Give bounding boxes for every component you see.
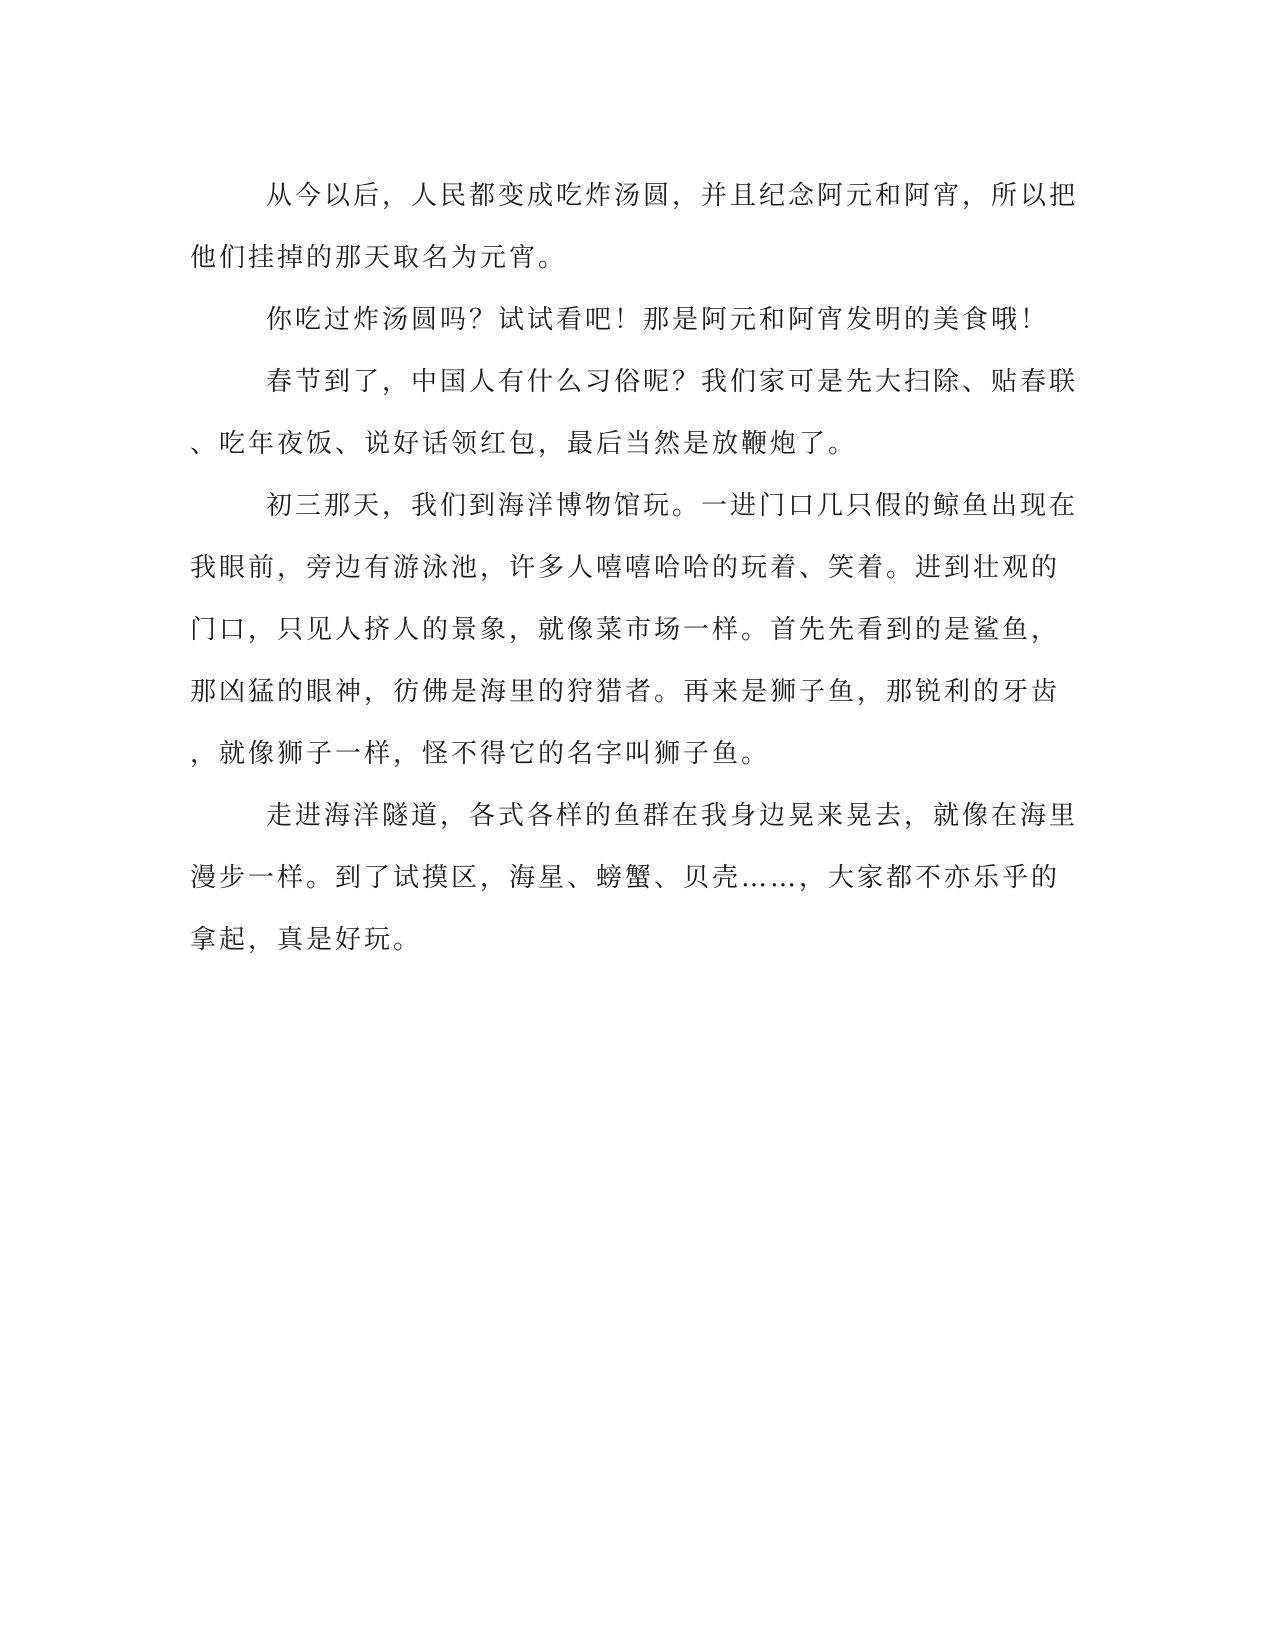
text-line: 门口，只见人挤人的景象，就像菜市场一样。首先先看到的是鲨鱼， — [190, 615, 1061, 645]
text-line: 我眼前，旁边有游泳池，许多人嘻嘻哈哈的玩着、笑着。进到壮观的 — [190, 553, 1061, 583]
text-line: 拿起，真是好玩。 — [190, 925, 423, 955]
text-line: 、吃年夜饭、说好话领红包，最后当然是放鞭炮了。 — [190, 429, 858, 459]
text-line: 初三那天，我们到海洋博物馆玩。一进门口几只假的鲸鱼出现在 — [266, 491, 1079, 521]
text-line: 漫步一样。到了试摸区，海星、螃蟹、贝壳……，大家都不亦乐乎的 — [190, 863, 1061, 893]
text-line: 他们挂掉的那天取名为元宵。 — [190, 243, 568, 273]
text-line: 那凶猛的眼神，彷佛是海里的狩猎者。再来是狮子鱼，那锐利的牙齿 — [190, 677, 1061, 707]
text-line: 春节到了，中国人有什么习俗呢？我们家可是先大扫除、贴春联 — [266, 367, 1079, 397]
paragraph-1 — [190, 165, 1080, 289]
text-line: 走进海洋隧道，各式各样的鱼群在我身边晃来晃去，就像在海里 — [266, 801, 1079, 831]
paragraph-4 — [190, 475, 1080, 785]
text-line: ，就像狮子一样，怪不得它的名字叫狮子鱼。 — [190, 739, 771, 769]
text-line: 你吃过炸汤圆吗？试试看吧！那是阿元和阿宵发明的美食哦！ — [266, 305, 1050, 335]
document-body — [190, 165, 1080, 971]
text-line: 从今以后，人民都变成吃炸汤圆，并且纪念阿元和阿宵，所以把 — [266, 181, 1079, 211]
paragraph-2 — [190, 289, 1080, 351]
paragraph-5 — [190, 785, 1080, 971]
paragraph-3 — [190, 351, 1080, 475]
